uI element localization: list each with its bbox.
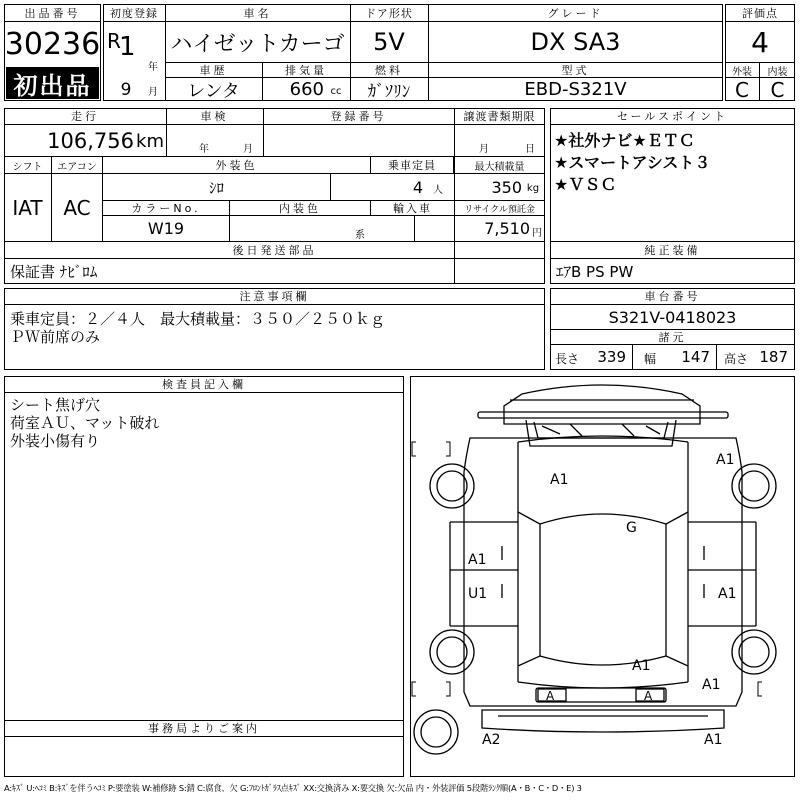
- door-label: ドア形状: [350, 4, 428, 22]
- dims-label: 諸元: [550, 329, 795, 345]
- import-label: 輸入車: [371, 201, 454, 216]
- sales-point-1: ★社外ナビ★ＥＴＣ: [554, 130, 695, 150]
- ext-label: 外装: [725, 62, 760, 78]
- disp-value: 660: [289, 79, 324, 100]
- mark-left-rear: U1: [468, 586, 488, 602]
- mark-bumper-left: A: [546, 689, 555, 703]
- car-body: [450, 436, 756, 706]
- disp-label: 排気量: [262, 62, 350, 78]
- width-value: 147: [681, 348, 710, 366]
- grade-label: グレード: [428, 4, 723, 22]
- car-diagram: [410, 376, 795, 777]
- shift-value: IAT: [4, 174, 52, 241]
- color-label: 外装色: [103, 157, 371, 174]
- insp-month-unit: 月: [243, 143, 253, 155]
- int-grade: C: [770, 77, 785, 102]
- capacity-unit: 人: [433, 184, 443, 196]
- width-label: 幅: [643, 351, 656, 366]
- reg-era: R: [107, 29, 121, 53]
- equipment-label: 純正装備: [550, 242, 795, 259]
- recycle-value: 7,510: [484, 219, 530, 238]
- mark-front-roof: A1: [550, 472, 569, 488]
- fuel-label: 燃料: [350, 62, 428, 78]
- caution-text: 乗車定員：２／４人 最大積載量：３５０／２５０ｋｇ ＰＷ前席のみ: [10, 310, 386, 346]
- inspector-text: シート焦げ穴 荷室ＡＵ、マット破れ 外装小傷有り: [10, 396, 160, 450]
- intcolor-label: 内装色: [230, 201, 371, 216]
- reg-month: 9: [120, 80, 132, 100]
- recycle-label: リサイクル預託金: [454, 201, 545, 216]
- mark-bottom-right: A1: [704, 732, 723, 748]
- lot-number: 30236: [4, 26, 101, 62]
- lot-label: 出品番号: [4, 4, 101, 22]
- sales-point-3: ★ＶＳＣ: [554, 174, 617, 194]
- legend-text: A:ｷｽﾞ U:ﾍｺﾐ B:ｷｽﾞを伴うﾍｺﾐ P:要塗装 W:補修跡 S:錆 C:腐食、欠 G:ﾌﾛﾝﾄｶﾞﾗｽ点ｷｽﾞ XX:交換済み X:要交換 欠:欠品 内・外装評価 5段階ﾗﾝｸ順(A・B・C・D・E) 3: [4, 783, 582, 793]
- later-parts-value: 保証書 ﾅﾋﾞﾛﾑ: [10, 262, 98, 281]
- length-label: 長さ: [554, 351, 579, 366]
- sales-point-2: ★スマートアシスト３: [554, 152, 711, 172]
- mark-rear-a1: A1: [702, 677, 721, 693]
- int-label: 内装: [760, 62, 795, 78]
- load-value: 350: [491, 177, 522, 197]
- intcolor-unit: 系: [355, 229, 365, 241]
- rear-bumper: [482, 688, 724, 732]
- reg-label: 初度登録: [103, 4, 165, 22]
- first-listing-badge: 初出品: [6, 67, 99, 99]
- mileage-label: 走行: [4, 108, 166, 125]
- history-label: 車歴: [165, 62, 262, 78]
- reg-year-unit: 年: [148, 61, 158, 73]
- car-top-outline: [478, 385, 728, 446]
- load-label: 最大積載量: [454, 157, 545, 174]
- chassis-label: 車台番号: [550, 288, 795, 305]
- mileage-unit: km: [136, 130, 164, 152]
- score-value: 4: [751, 25, 769, 59]
- mileage-value: 106,756: [47, 129, 134, 153]
- ac-value: AC: [52, 174, 103, 241]
- colorno-value: W19: [103, 216, 230, 241]
- mark-right-mid: A1: [632, 658, 651, 674]
- shift-label: シフト: [4, 157, 52, 174]
- transfer-label: 譲渡書類期限: [454, 108, 545, 125]
- reg-month-unit: 月: [148, 86, 158, 98]
- transfer-day-unit: 日: [525, 143, 535, 155]
- height-label: 高さ: [723, 351, 748, 366]
- recycle-unit: 円: [532, 227, 542, 239]
- ac-label: エアコン: [52, 157, 103, 174]
- mark-bottom-left: A2: [482, 732, 501, 748]
- car-name: ハイゼットカーゴ: [170, 31, 345, 57]
- chassis-value: S321V-0418023: [608, 307, 737, 327]
- inspection-label: 車検: [166, 108, 263, 125]
- height-value: 187: [759, 348, 788, 366]
- mark-left-front: A1: [468, 552, 487, 568]
- sales-points-label: セールスポイント: [550, 108, 795, 125]
- caution-label: 注意事項欄: [4, 288, 545, 305]
- regno-label: 登録番号: [263, 108, 454, 125]
- mark-right-front: A1: [718, 586, 737, 602]
- office-label: 事務局よりご案内: [4, 720, 404, 737]
- transfer-month-unit: 月: [479, 143, 489, 155]
- history-value: レンタ: [187, 80, 240, 102]
- capacity-value: 4: [412, 177, 423, 197]
- color-value: ｼﾛ: [103, 174, 331, 200]
- colorno-label: カラーNo.: [103, 201, 230, 216]
- equipment-value: ｴｱB PS PW: [556, 262, 634, 281]
- later-parts-label: 後日発送部品: [4, 242, 545, 259]
- disp-unit: cc: [330, 85, 342, 97]
- length-value: 339: [597, 348, 626, 366]
- door-type: 5V: [373, 28, 405, 56]
- grade-value: DX SA3: [530, 28, 621, 56]
- fuel-value: ｶﾞｿﾘﾝ: [367, 82, 411, 102]
- capacity-label: 乗車定員: [371, 157, 454, 174]
- model-value: EBD-S321V: [524, 79, 627, 100]
- mark-front-top: A1: [716, 452, 735, 468]
- score-label: 評価点: [725, 4, 795, 22]
- reg-year: 1: [119, 32, 136, 62]
- mark-roof-g: G: [626, 520, 637, 536]
- inspector-label: 検査員記入欄: [4, 376, 404, 393]
- load-unit: kg: [526, 182, 540, 194]
- ext-grade: C: [725, 78, 760, 101]
- damage-marks: [468, 452, 736, 748]
- insp-year-unit: 年: [199, 143, 209, 155]
- model-label: 型式: [428, 62, 723, 78]
- mark-bumper-right: A: [644, 689, 653, 703]
- name-label: 車名: [165, 4, 350, 22]
